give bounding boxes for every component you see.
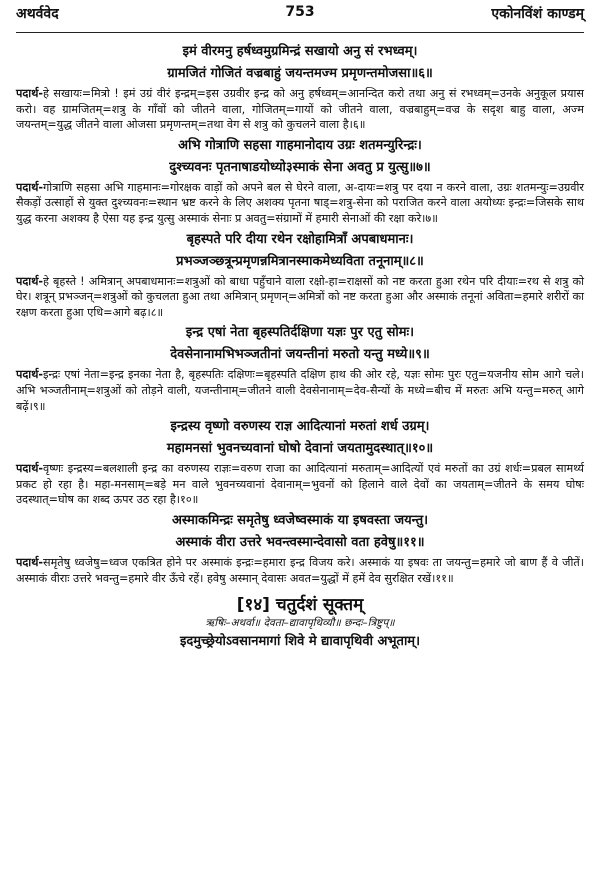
mantra-11 <box>16 511 584 586</box>
verse-line: इन्द्र एषां नेता बृहस्पतिर्दक्षिणा यज्ञः पुर एतु सोमः। <box>185 325 415 341</box>
word-meaning <box>16 555 584 586</box>
pada-text: हे बृहस्ते ! अमित्रान् अपबाधमानः=शत्रुओं को बाधा पहुँचाने वाला रक्षो-हा=राक्षसों को नष्ट करता हुआ रथेन परि दीयाः=रथ से शत्रु को घेर। शत्रून् प्रभञ्जन्=शत्रुओं को कुचलता हुआ तथा अमित्रान् प्रमृणन्=अमित्रों को नष्ट करता हुआ और अस्माकं तनूनां अविता=हमारे शरीरों का रक्षण करता हुआ एधि=आगे बढ़।८॥ <box>16 274 584 319</box>
rishi-devata-chhanda: ऋषिः–अथर्वा॥ देवता–द्यावापृथिव्यौ॥ छन्दः–त्रिष्टुप्॥ <box>205 617 395 630</box>
verse-line: देवसेनानामभिभञ्जतीनां जयन्तीनां मरुतो यन्तु मध्ये॥९॥ <box>170 347 430 363</box>
verse-line: ग्रामजितं गोजितं वज्रबाहुं जयन्तमज्म प्रमृणन्तमोजसा॥६॥ <box>167 66 433 81</box>
mantra-9 <box>16 323 584 414</box>
pada-label: पदार्थ- <box>16 462 43 476</box>
page-number: 753 <box>285 4 315 20</box>
mantra-6 <box>16 42 584 133</box>
pada-label: पदार्थ- <box>16 180 43 194</box>
word-meaning <box>16 274 584 321</box>
word-meaning <box>16 367 584 414</box>
word-meaning <box>16 461 584 508</box>
verse-line: इदमुच्छ्रेयोऽवसानमागां शिवे मे द्यावापृथिवी अभूताम्। <box>179 634 421 650</box>
header-rule <box>16 32 584 33</box>
verse-line: इमं वीरमनु हर्षध्वमुग्रमिन्द्रं सखायो अनु सं रभध्वम्। <box>182 44 418 59</box>
pada-text: हे सखायः=मित्रो ! इमं उग्रं वीरं इन्द्रम्=इस उग्रवीर इन्द्र को अनु हर्षध्वम्=आनन्दित करो तथा अनु सं रभध्वम्=उनके अनुकूल प्रयास करो। वह ग्रामजितम्=शत्रु के गाँवों को जीतने वाला, गोजितम्=गायों को जीतने वाला, वज्रबाहुम्=वज्र के सदृश बाहु वाला, अज्म जयन्तम्=युद्ध जीतने वाला ओजसा प्रमृणन्तम्=तथा वेग से शत्रु को कुचलने वाला है।६॥ <box>16 87 584 132</box>
word-meaning <box>16 180 584 227</box>
verse-line: महामनसां भुवनच्यवानां घोषो देवानां जयतामुदस्थात्॥१०॥ <box>166 441 434 457</box>
pada-label: पदार्थ- <box>16 368 43 382</box>
word-meaning <box>16 86 584 133</box>
pada-label: पदार्थ- <box>16 87 43 100</box>
book-title: अथर्ववेद <box>16 6 59 22</box>
mantra-10 <box>16 417 584 508</box>
chapter-title: एकोनविंशं काण्डम् <box>491 6 584 22</box>
mantra-7 <box>16 136 584 227</box>
pada-label: पदार्थ- <box>16 555 43 569</box>
verse-line: अस्माकं वीरा उत्तरे भवन्त्वस्मान्देवासो वता हवेषु॥११॥ <box>175 534 425 550</box>
verse-line: प्रभञ्जञ्छत्रून्प्रमृणन्नमित्रानस्माकमेध्यविता तनूनाम्॥८॥ <box>176 253 424 269</box>
pada-label: पदार्थ- <box>16 274 43 288</box>
verse-line: अस्माकमिन्द्रः समृतेषु ध्वजेष्वस्माकं या इषवस्ता जयन्तु। <box>171 512 429 528</box>
pada-text: इन्द्रः एषां नेता=इन्द्र इनका नेता है, बृहस्पतिः दक्षिणः=बृहस्पति दक्षिण हाथ की ओर रहे, यज्ञः सोमः पुरः एतु=यजनीय सोम आगे चले। अभि भञ्जतीनाम्=शत्रुओं को तोड़ने वाली, यजन्तीनाम्=जीतने वाली देवसेनानाम्=देव-सैन्यों के मध्ये=बीच में मरुतः अभि यन्तु=मरुत् आगे बढ़ें।९॥ <box>16 368 584 413</box>
page-body <box>16 40 584 654</box>
verse-line: दुश्च्यवनः पृतनाषाडयोध्यो३स्माकं सेना अवतु प्र युत्सु॥७॥ <box>169 159 431 175</box>
mantra-8 <box>16 230 584 321</box>
verse-line: इन्द्रस्य वृष्णो वरुणस्य राज्ञ आदित्यानां मरुतां शर्ध उग्रम्। <box>170 419 430 435</box>
pada-text: समृतेषु ध्वजेषु=ध्वज एकत्रित होने पर अस्माकं इन्द्रः=हमारा इन्द्र विजय करे। अस्माकं या इषवः ता जयन्तु=हमारे जो बाण हैं वे जीतें। अस्माकं वीराः उत्तरे भवन्तु=हमारे वीर ऊँचे रहें। हवेषु अस्मान् देवासः अवत=युद्धों में हमें देव सुरक्षित रखें।११॥ <box>16 555 584 585</box>
pada-text: वृष्णः इन्द्रस्य=बलशाली इन्द्र का वरुणस्य राज्ञः=वरुण राजा का आदित्यानां मरुताम्=आदित्यों एवं मरुतों का उग्रं शर्धः=प्रबल सामर्थ्य प्रकट हो रहा है। महा-मनसाम्=बड़े मन वाले भुवनच्यवानां देवानाम्=भुवनों को हिलाने वाले देवों का जयताम्=जीतने के समय घोषः उदस्थात्=घोष का शब्द ऊपर उठ रहा है।१०॥ <box>16 462 584 507</box>
running-header <box>16 4 584 30</box>
verse-line: बृहस्पते परि दीया रथेन रक्षोहामित्राँ अपबाधमानः। <box>186 231 414 247</box>
sukta-heading: [१४] चतुर्दशं सूक्तम् <box>236 595 364 616</box>
verse-line: अभि गोत्राणि सहसा गाहमानोदाय उग्रः शतमन्युरिन्द्रः। <box>178 137 422 153</box>
pada-text: गोत्राणि सहसा अभि गाहमानः=गोरक्षक वाड़ों को अपने बल से घेरने वाला, अ-दायः=शत्रु पर दया न करने वाला, उग्रः शतमन्युः=उग्रवीर सैकड़ों उत्साहों से युक्त दुश्च्यवनः=स्थान भ्रष्ट करने के लिए अशक्य पृतना षाड्=शत्रु-सेना को पराजित करने वाला अयोध्यः इन्द्रः=जिसके साथ युद्ध करना अशक्य है ऐसा यह इन्द्र युत्सु अस्माकं सेनाः प्र अवतु=संग्रामों में हमारी सेनाओं की रक्षा करे।७॥ <box>16 180 584 225</box>
